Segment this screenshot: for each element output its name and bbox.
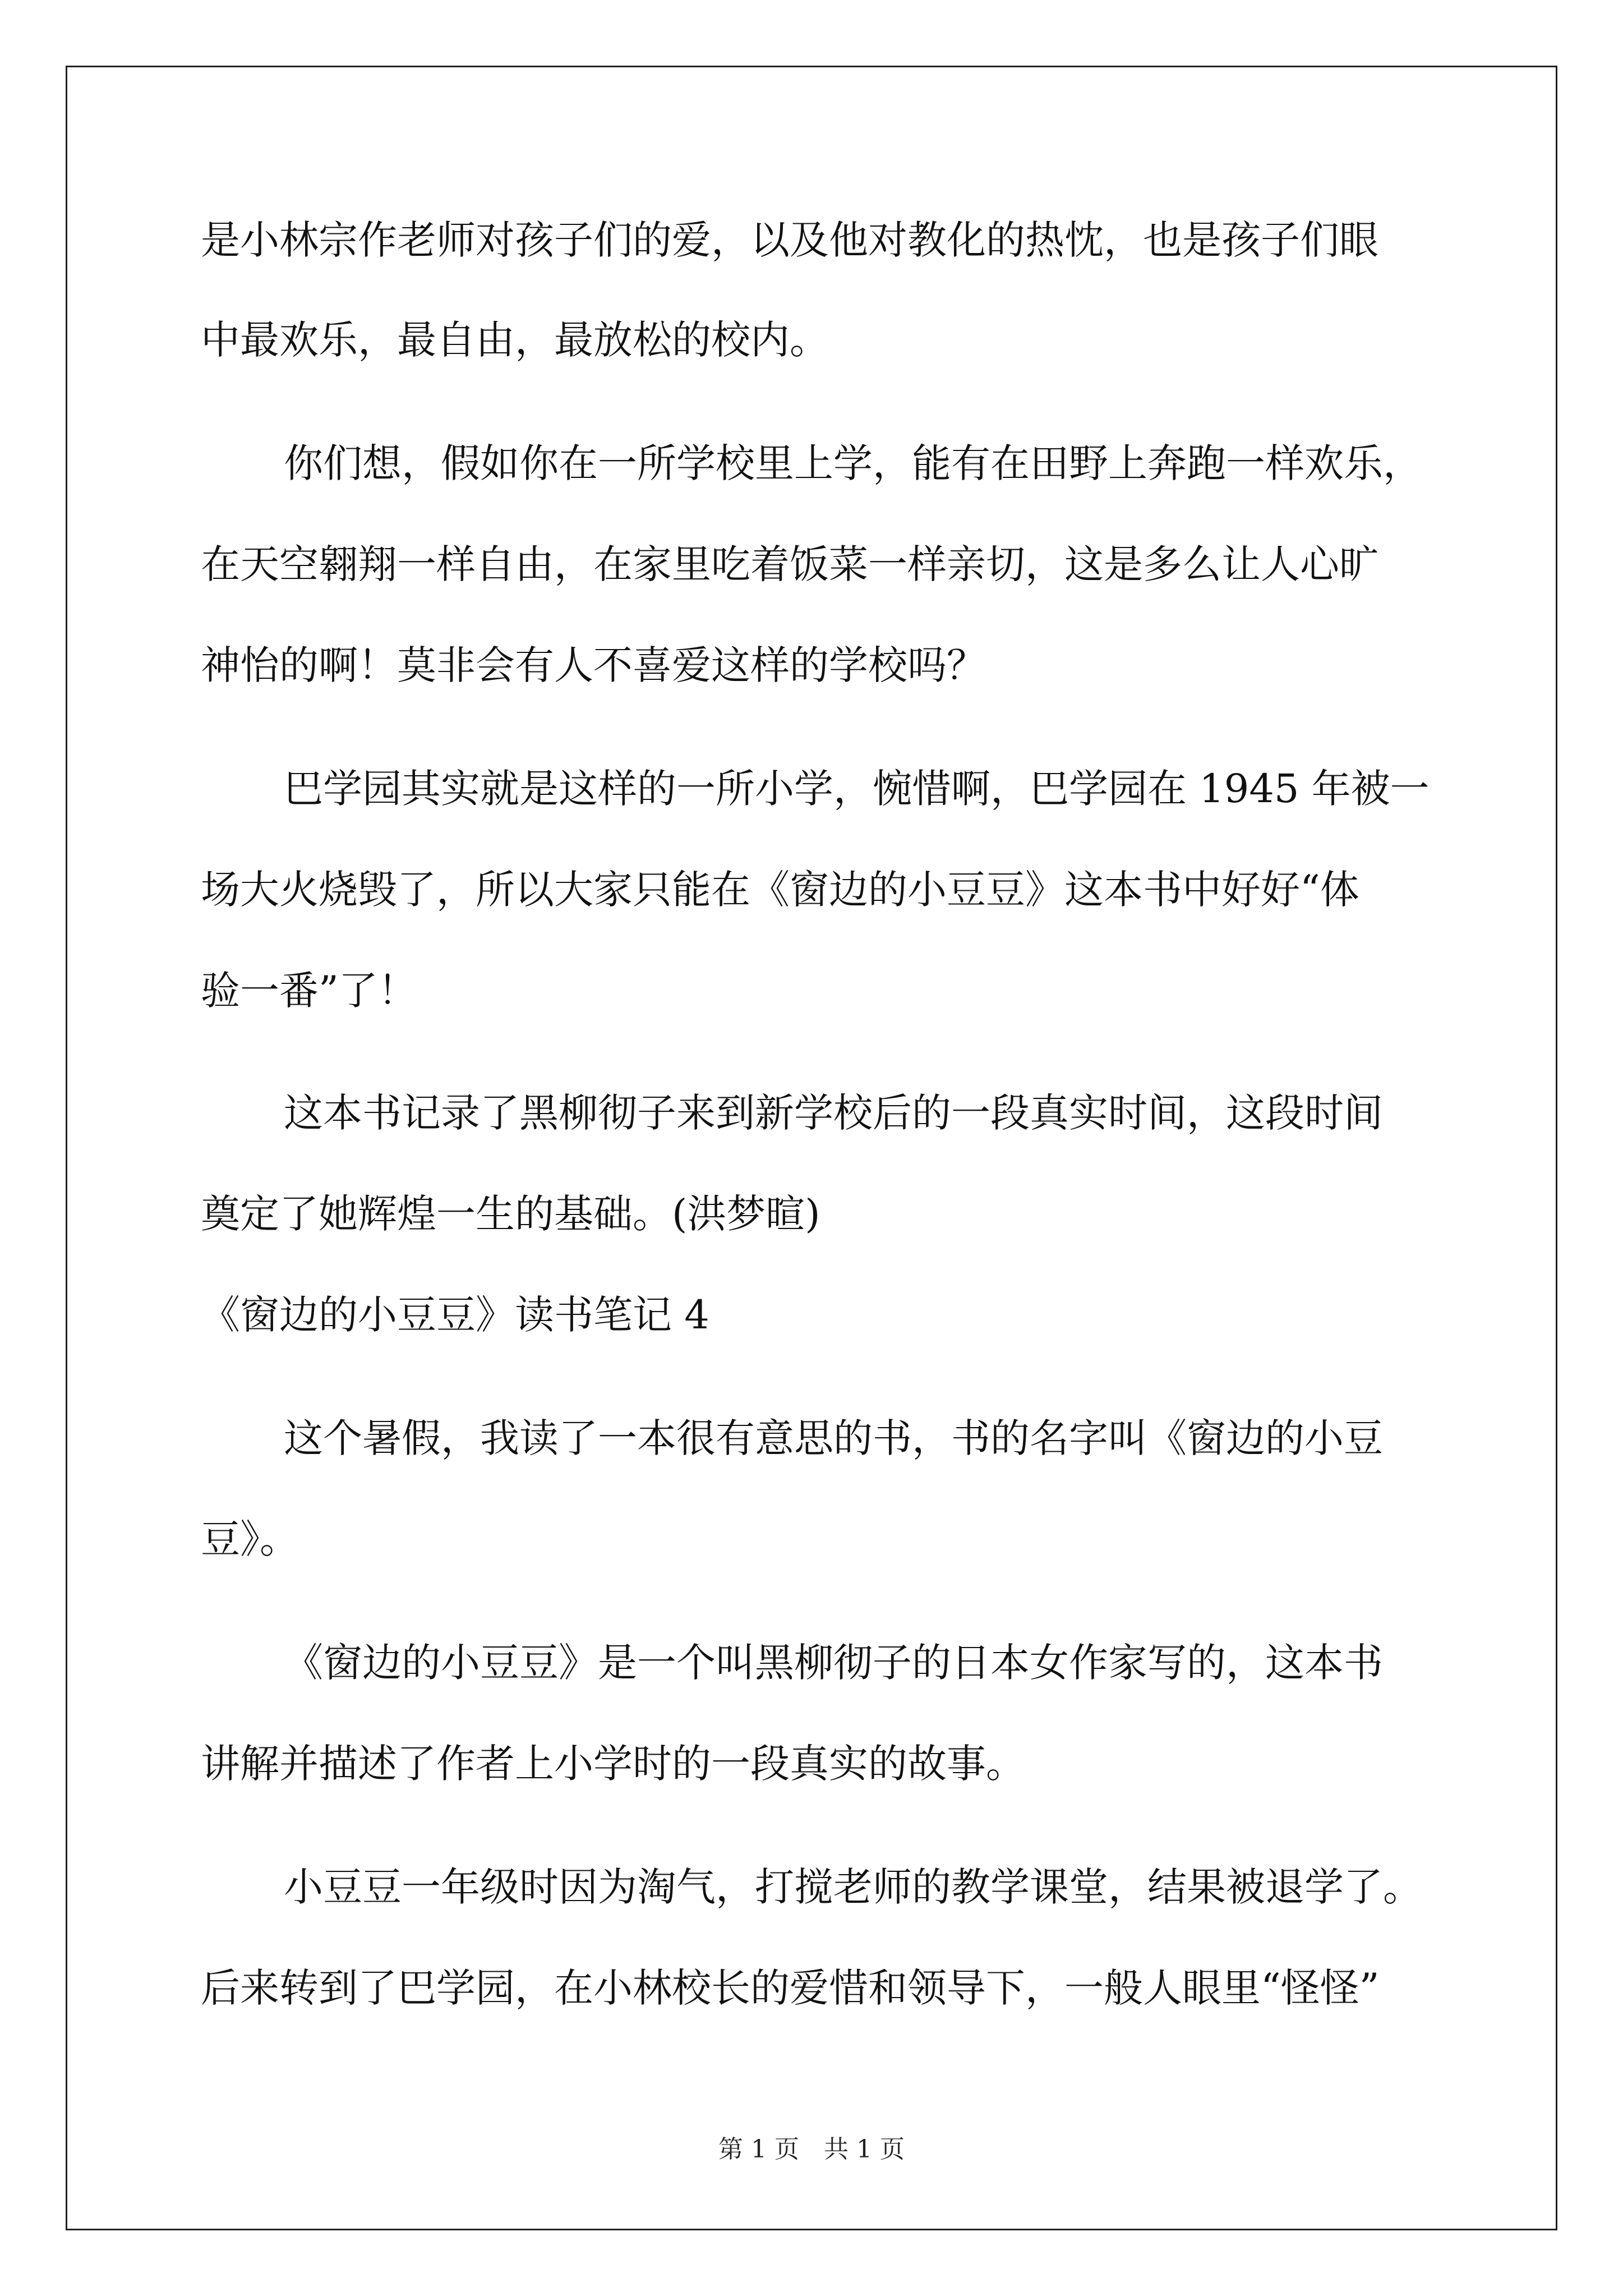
paragraph-line: 小豆豆一年级时因为淘气，打搅老师的教学课堂，结果被退学了。 bbox=[284, 1864, 1422, 1910]
paragraph-line: 在天空翱翔一样自由，在家里吃着饭菜一样亲切，这是多么让人心旷 bbox=[201, 541, 1378, 587]
paragraph-line: 场大火烧毁了，所以大家只能在《窗边的小豆豆》这本书中好好“体 bbox=[201, 867, 1359, 913]
paragraph-line: 后来转到了巴学园，在小林校长的爱惜和领导下，一般人眼里“怪怪” bbox=[201, 1965, 1380, 2011]
paragraph-line: 这个暑假，我读了一本很有意思的书，书的名字叫《窗边的小豆 bbox=[284, 1415, 1383, 1461]
paragraph-line: 巴学园其实就是这样的一所小学，惋惜啊，巴学园在 1945 年被一 bbox=[284, 766, 1430, 812]
page-footer: 第 1 页 共 1 页 bbox=[718, 2135, 905, 2164]
paragraph-line: 《窗边的小豆豆》是一个叫黑柳彻子的日本女作家写的，这本书 bbox=[284, 1640, 1383, 1686]
paragraph-line: 神怡的啊！莫非会有人不喜爱这样的学校吗？ bbox=[201, 642, 986, 688]
paragraph-line: 讲解并描述了作者上小学时的一段真实的故事。 bbox=[201, 1741, 1025, 1787]
paragraph-line: 中最欢乐，最自由，最放松的校内。 bbox=[201, 317, 829, 363]
paragraph-line: 奠定了她辉煌一生的基础。(洪梦暄) bbox=[201, 1191, 820, 1237]
paragraph-line: 这本书记录了黑柳彻子来到新学校后的一段真实时间，这段时间 bbox=[284, 1090, 1383, 1136]
paragraph-line: 你们想，假如你在一所学校里上学，能有在田野上奔跑一样欢乐， bbox=[284, 440, 1422, 486]
paragraph-line: 是小林宗作老师对孩子们的爱，以及他对教化的热忱，也是孩子们眼 bbox=[201, 217, 1378, 263]
paragraph-line: 验一番”了！ bbox=[201, 968, 417, 1014]
paragraph-line: 豆》。 bbox=[201, 1516, 299, 1562]
section-heading: 《窗边的小豆豆》读书笔记 4 bbox=[201, 1292, 709, 1338]
